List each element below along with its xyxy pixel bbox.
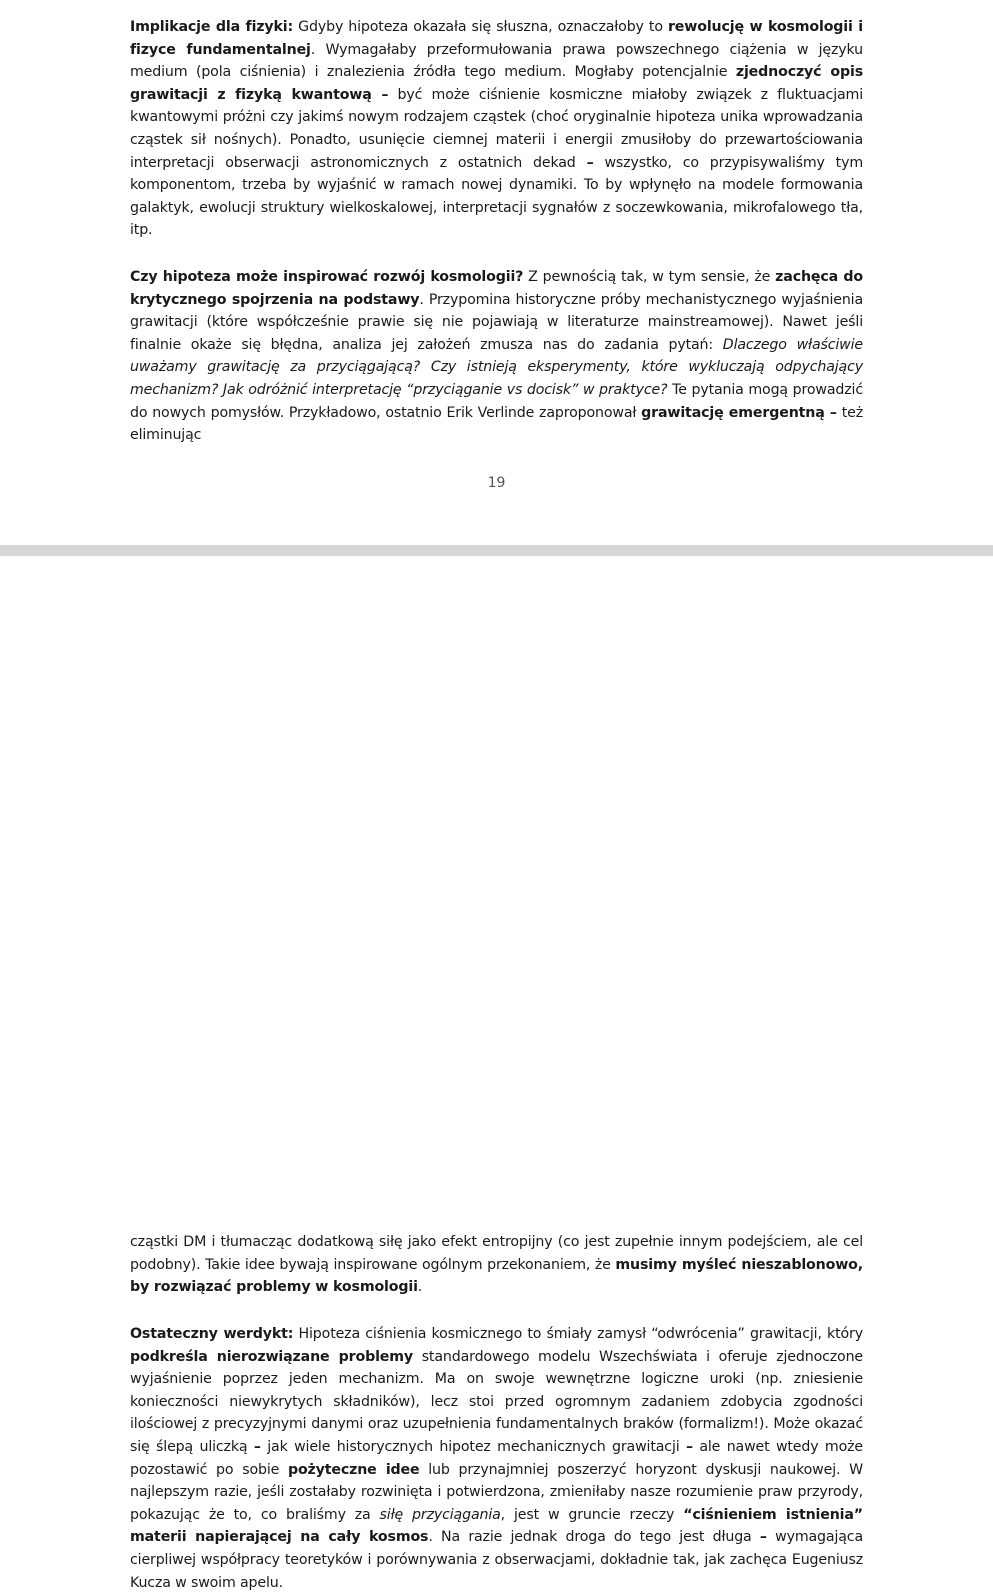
dash-span: – xyxy=(759,1529,767,1546)
text-span: Hipoteza ciśnienia kosmicznego to śmiały zamysł “odwrócenia” grawitacji, który xyxy=(293,1326,863,1342)
heading-implikacje-dla-fizyki: Implikacje dla fizyki: xyxy=(130,19,294,35)
emphasis-span: pożyteczne idee xyxy=(287,1461,420,1478)
emphasis-span: podkreśla nierozwiązane problemy xyxy=(130,1348,413,1365)
italic-questions: Dlaczego właściwie uważamy grawitację za przyciągającą? Czy istnieją eksperymenty, które wykluczają odpychający mechanizm? Jak odróżnić interpretację “przyciąganie vs docisk” w praktyce? xyxy=(130,336,864,398)
emphasis-span: musimy myśleć nieszablonowo, by rozwiązać problemy w kosmologii xyxy=(130,1256,863,1296)
text-span: Gdyby hipoteza okazała się słuszna, oznaczałoby to xyxy=(293,19,668,35)
text-span: być może ciśnienie kosmiczne miałoby związek z fluktuacjami kwantowymi próżni czy jakimś nowym rodzajem cząstek (choć oryginalnie hipoteza unika wprowadzania cząstek sił nośnych). Ponadto, usunięcie ciemnej materii i energii zmusiłoby do przewartościowania interpretacji obserwacji astronomicznych z ostatnich dekad xyxy=(130,86,863,171)
emphasis-span: grawitację emergentną – xyxy=(641,404,837,421)
emphasis-span: zjednoczyć opis grawitacji z fizyką kwantową – xyxy=(130,64,863,103)
text-span: , jest w gruncie rzeczy xyxy=(500,1506,684,1523)
emphasis-span: zachęca do krytycznego spojrzenia na podstawy xyxy=(130,269,863,308)
text-span: lub przynajmniej poszerzyć horyzont dyskusji naukowej. W najlepszym razie, jeśli zostałaby rozwinięta i potwierdzona, zmieniłaby nasze rozumienie praw przyrody, pokazując że to, co braliśmy za xyxy=(130,1461,863,1523)
dash-span: – xyxy=(253,1438,261,1455)
paragraph-implikacje-dla-fizyki xyxy=(130,16,863,242)
page-separator xyxy=(0,545,993,556)
italic-span: siłę przyciągania xyxy=(379,1506,501,1523)
document-page-19 xyxy=(0,0,993,545)
dash-span: – xyxy=(685,1438,693,1455)
text-span: . xyxy=(417,1279,423,1296)
document-page-20 xyxy=(0,556,993,1591)
text-span: Te pytania mogą prowadzić do nowych pomysłów. Przykładowo, ostatnio Erik Verlinde zaproponował xyxy=(130,381,863,421)
heading-inspirowac-rozwoj: Czy hipoteza może inspirować rozwój kosmologii? xyxy=(130,269,524,285)
text-span: . Wymagałaby przeformułowania prawa powszechnego ciążenia w języku medium (pola ciśnienia) i znalezienia źródła tego medium. Mogłaby potencjalnie xyxy=(130,41,863,81)
text-span: standardowego modelu Wszechświata i oferuje zjednoczone wyjaśnienie poprzez jeden mechanizm. Ma on swoje wewnętrzne logiczne uroki (np. zniesienie konieczności niewykrytych składników), lecz stoi przed ogromnym zadaniem zdobycia zgodności ilościowej z precyzyjnymi danymi oraz uzupełnienia fundamentalnych braków (formalizm!). Może okazać się ślepą uliczką xyxy=(130,1348,863,1455)
heading-ostateczny-werdykt: Ostateczny werdykt: xyxy=(130,1326,294,1342)
emphasis-span: rewolucję w kosmologii i fizyce fundamentalnej xyxy=(130,19,863,58)
emphasis-span: “ciśnieniem istnienia” materii napierającej na cały kosmos xyxy=(130,1506,863,1546)
text-span: wymagająca cierpliwej współpracy teoretyków i porównywania z obserwacjami, dokładnie tak, jak zachęca Eugeniusz Kucza w swoim apelu. xyxy=(130,1529,863,1591)
text-span: wszystko, co przypisywaliśmy tym komponentom, trzeba by wyjaśnić w ramach nowej dynamiki. To by wpłynęło na modele formowania galaktyk, ewolucji struktury wielkoskalowej, interpretacji sygnałów z soczewkowania, mikrofalowego tła, itp. xyxy=(130,154,864,239)
text-span: Z pewnością tak, w tym sensie, że xyxy=(523,269,776,285)
paragraph-ostateczny-werdykt xyxy=(130,1323,863,1594)
paragraph-inspirowac-rozwoj-kosmologii xyxy=(130,266,863,447)
paragraph-continued xyxy=(130,1231,863,1299)
text-span: ale nawet wtedy może pozostawić po sobie xyxy=(130,1438,863,1478)
text-span: . Na razie jednak droga do tego jest długa xyxy=(428,1529,760,1546)
page-number: 19 xyxy=(487,475,506,491)
dash-span: – xyxy=(586,154,594,171)
text-span: cząstki DM i tłumacząc dodatkową siłę jako efekt entropijny (co jest zupełnie innym podejściem, ale cel podobny). Takie idee bywają inspirowane ogólnym przekonaniem, że xyxy=(130,1234,863,1273)
text-span: też eliminując xyxy=(130,404,863,444)
text-span: . Przypomina historyczne próby mechanistycznego wyjaśnienia grawitacji (które współcześnie prawie się nie pojawiają w literaturze mainstreamowej). Nawet jeśli finalnie okaże się błędna, analiza jej założeń zmusza nas do zadania pytań: xyxy=(130,291,863,353)
text-span: jak wiele historycznych hipotez mechanicznych grawitacji xyxy=(260,1438,686,1455)
